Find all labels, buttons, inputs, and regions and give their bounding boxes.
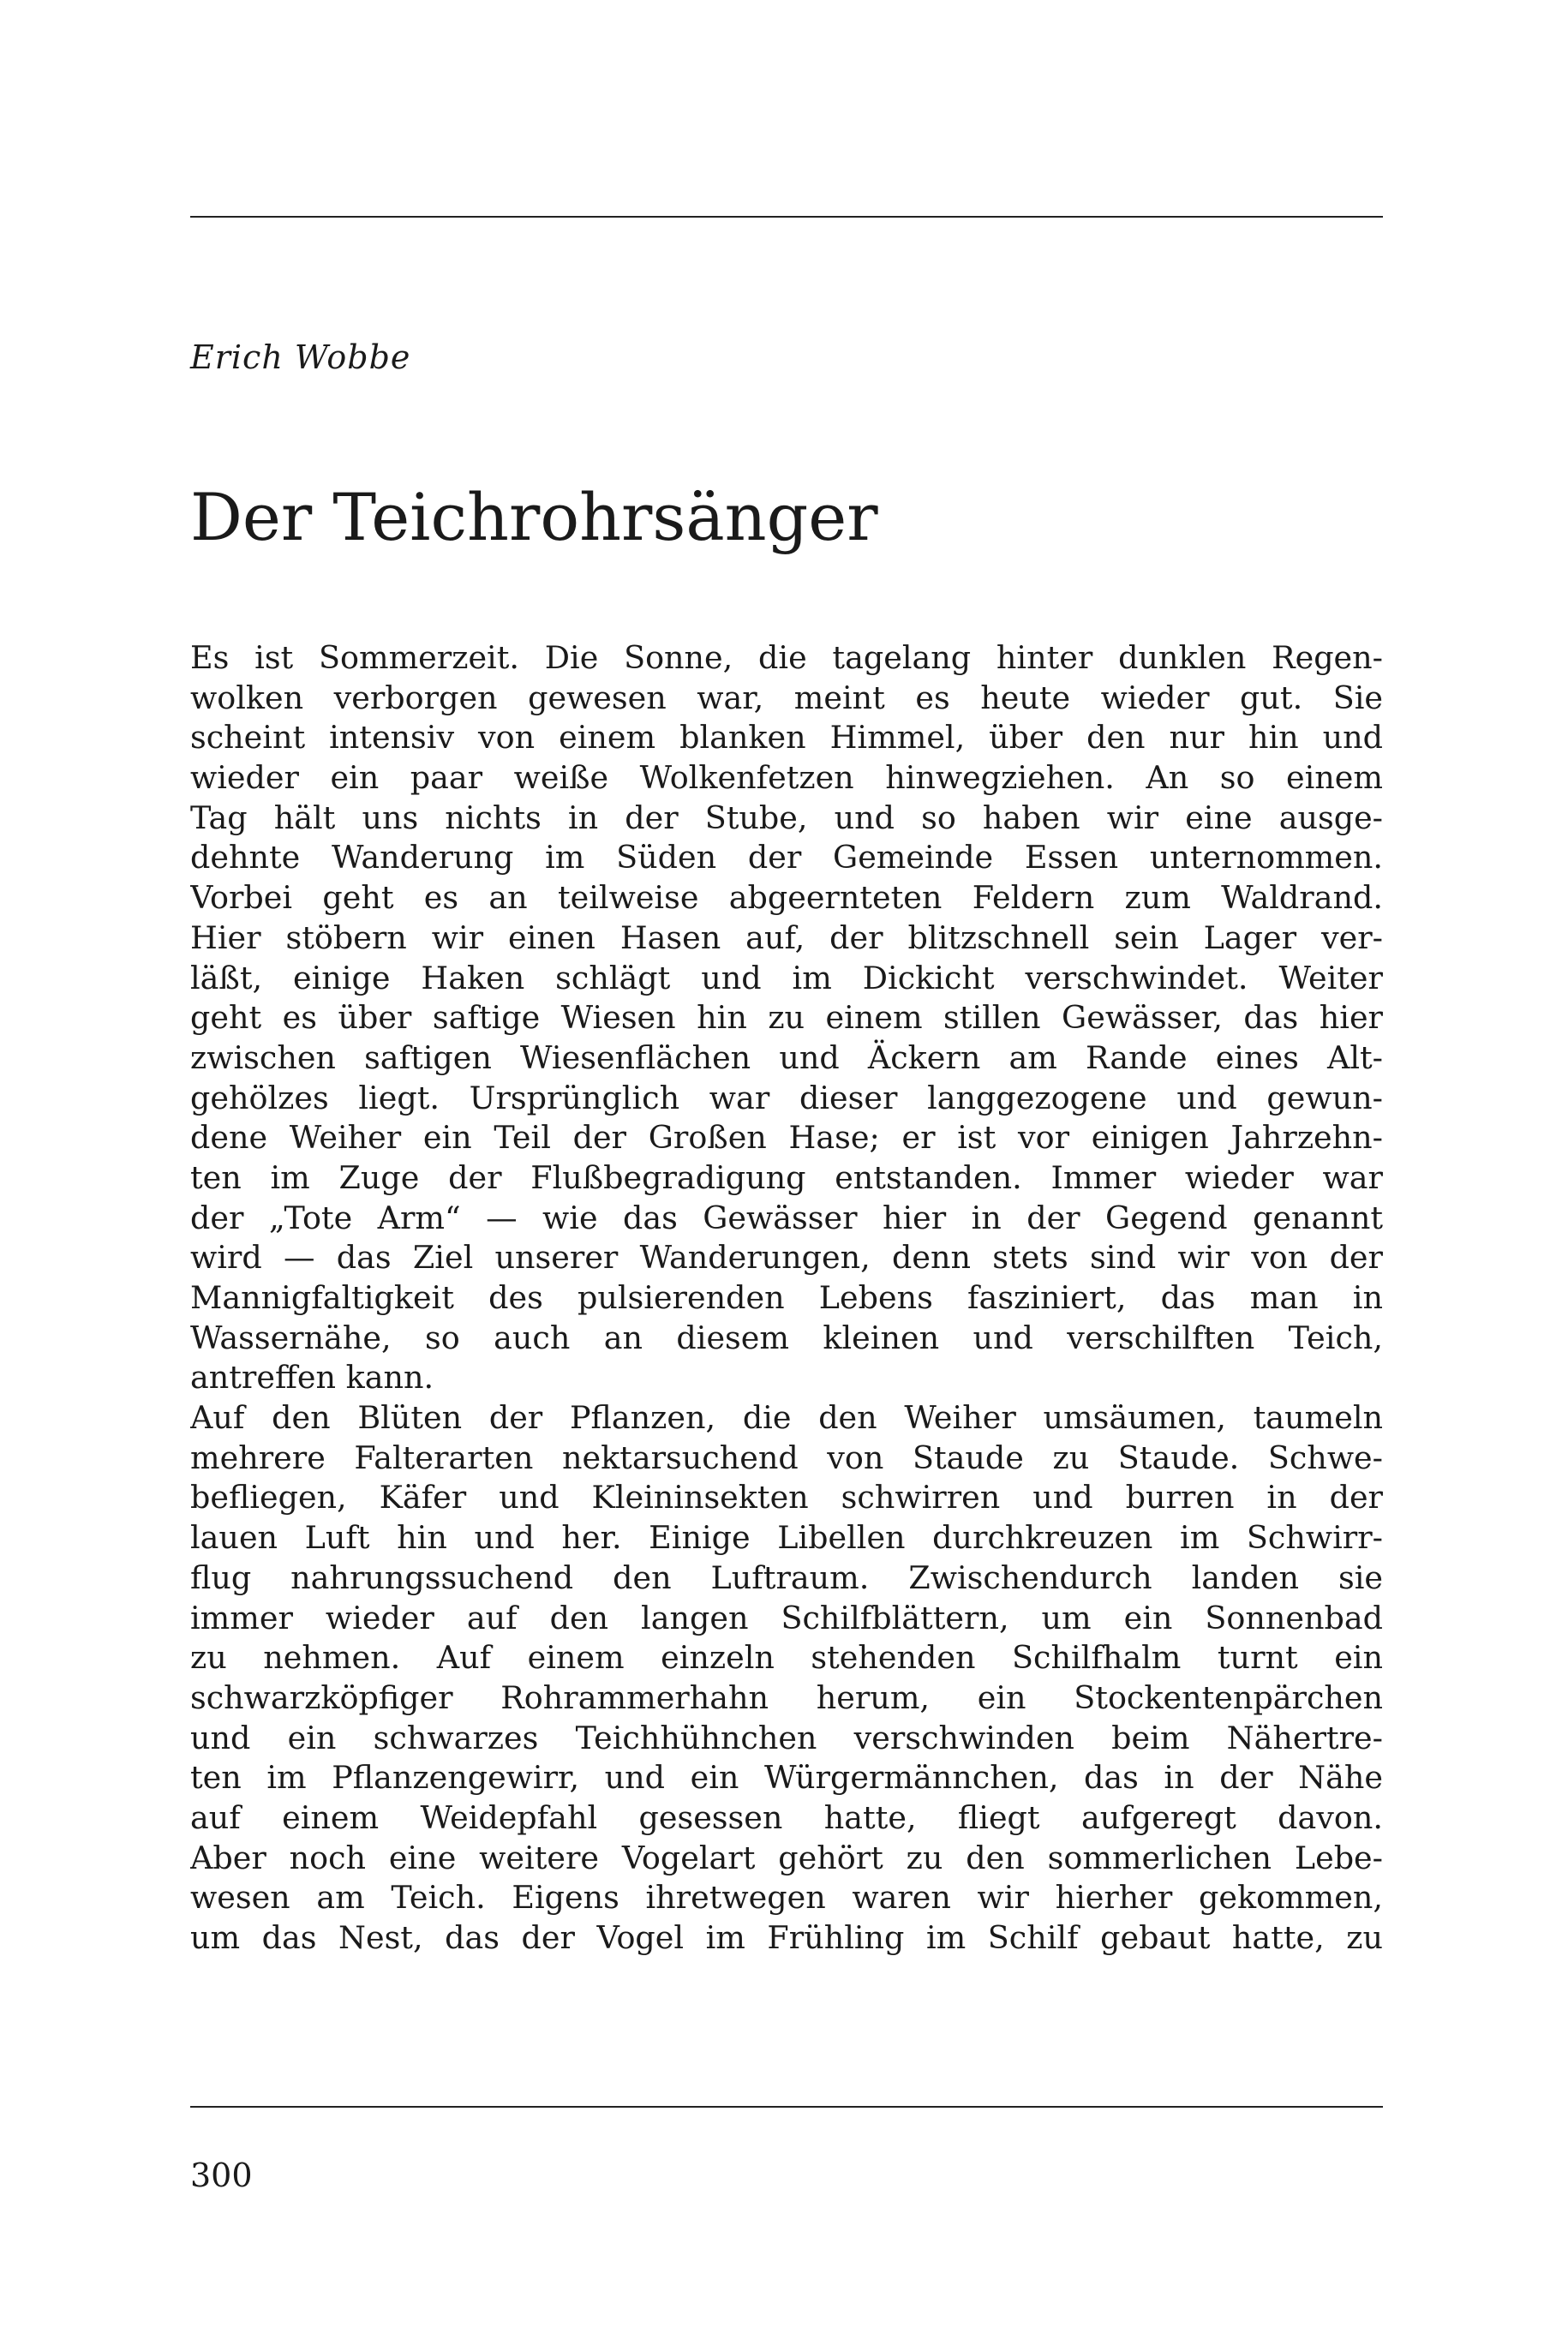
body-line: Auf den Blüten der Pflanzen, die den Weiher umsäumen, taumeln bbox=[190, 1399, 1383, 1437]
body-line: Hier stöbern wir einen Hasen auf, der blitzschnell sein Lager ver- bbox=[190, 918, 1383, 956]
body-line: lauen Luft hin und her. Einige Libellen durchkreuzen im Schwirr- bbox=[190, 1519, 1383, 1557]
body-line: befliegen, Käfer und Kleininsekten schwirren und burren in der bbox=[190, 1479, 1383, 1516]
body-line: auf einem Weidepfahl gesessen hatte, fliegt aufgeregt davon. bbox=[190, 1798, 1383, 1836]
top-rule bbox=[190, 216, 1383, 218]
body-line: Vorbei geht es an teilweise abgeernteten Feldern zum Waldrand. bbox=[190, 879, 1383, 917]
body-line: der „Tote Arm“ — wie das Gewässer hier in der Gegend genannt bbox=[190, 1199, 1383, 1236]
body-line: flug nahrungssuchend den Luftraum. Zwischendurch landen sie bbox=[190, 1558, 1383, 1596]
body-line: antreffen kann. bbox=[190, 1359, 434, 1397]
body-line: wesen am Teich. Eigens ihretwegen waren wir hierher gekommen, bbox=[190, 1879, 1383, 1917]
body-line: wolken verborgen gewesen war, meint es heute wieder gut. Sie bbox=[190, 679, 1383, 716]
body-line: zu nehmen. Auf einem einzeln stehenden Schilfhalm turnt ein bbox=[190, 1639, 1383, 1677]
body-line: Wassernähe, so auch an diesem kleinen und verschilften Teich, bbox=[190, 1319, 1383, 1356]
body-line: gehölzes liegt. Ursprünglich war dieser langgezogene und gewun- bbox=[190, 1079, 1383, 1116]
body-line: wird — das Ziel unserer Wanderungen, denn stets sind wir von der bbox=[190, 1239, 1383, 1277]
body-line: dene Weiher ein Teil der Großen Hase; er ist vor einigen Jahrzehn- bbox=[190, 1119, 1383, 1157]
body-line: läßt, einige Haken schlägt und im Dickicht verschwindet. Weiter bbox=[190, 959, 1383, 996]
body-line: scheint intensiv von einem blanken Himmel, über den nur hin und bbox=[190, 719, 1383, 757]
bottom-rule bbox=[190, 2106, 1383, 2108]
body-line: wieder ein paar weiße Wolkenfetzen hinwegziehen. An so einem bbox=[190, 759, 1383, 797]
body-line: zwischen saftigen Wiesenflächen und Äckern am Rande eines Alt- bbox=[190, 1038, 1383, 1076]
body-line: ten im Zuge der Flußbegradigung entstanden. Immer wieder war bbox=[190, 1158, 1383, 1196]
body-line: und ein schwarzes Teichhühnchen verschwinden beim Nähertre- bbox=[190, 1719, 1383, 1756]
page-number: 300 bbox=[190, 2157, 253, 2194]
body-line: um das Nest, das der Vogel im Frühling im Schilf gebaut hatte, zu bbox=[190, 1919, 1383, 1956]
body-line: Tag hält uns nichts in der Stube, und so haben wir eine ausge- bbox=[190, 799, 1383, 836]
body-line: Es ist Sommerzeit. Die Sonne, die tagelang hinter dunklen Regen- bbox=[190, 639, 1383, 676]
body-line: Mannigfaltigkeit des pulsierenden Lebens fasziniert, das man in bbox=[190, 1279, 1383, 1316]
body-line: geht es über saftige Wiesen hin zu einem stillen Gewässer, das hier bbox=[190, 999, 1383, 1037]
body-line: Aber noch eine weitere Vogelart gehört zu den sommerlichen Lebe- bbox=[190, 1839, 1383, 1876]
body-line: dehnte Wanderung im Süden der Gemeinde Essen unternommen. bbox=[190, 839, 1383, 876]
body-text bbox=[190, 638, 1383, 1959]
body-line: ten im Pflanzengewirr, und ein Würgermännchen, das in der Nähe bbox=[190, 1759, 1383, 1797]
body-line: schwarzköpfiger Rohrammerhahn herum, ein Stockentenpärchen bbox=[190, 1678, 1383, 1716]
body-line: mehrere Falterarten nektarsuchend von Staude zu Staude. Schwe- bbox=[190, 1439, 1383, 1476]
body-line: immer wieder auf den langen Schilfblättern, um ein Sonnenbad bbox=[190, 1599, 1383, 1636]
author-name: Erich Wobbe bbox=[190, 338, 411, 376]
page-title: Der Teichrohrsänger bbox=[190, 479, 878, 555]
